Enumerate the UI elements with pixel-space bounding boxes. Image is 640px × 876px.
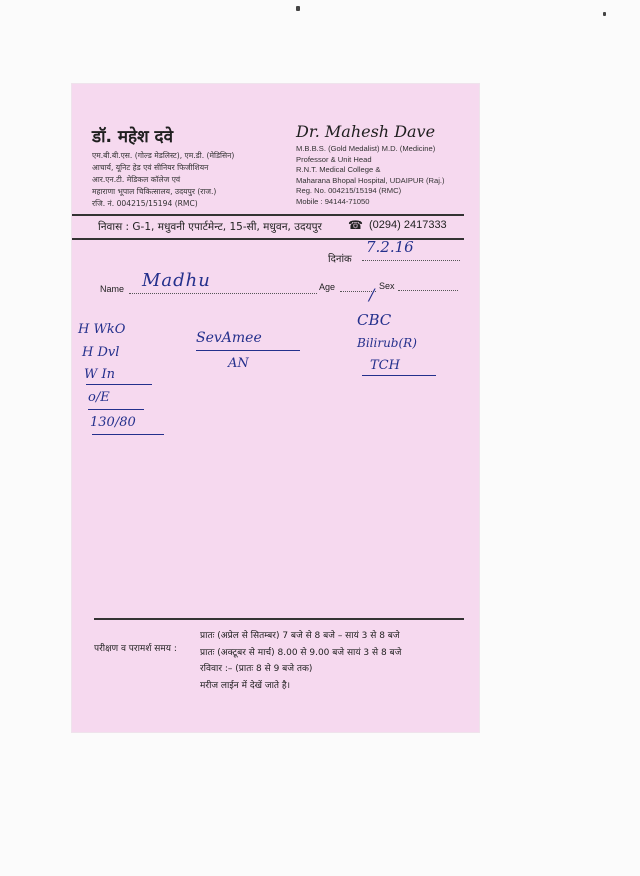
footer-rule	[94, 618, 464, 620]
consultation-time-label: परीक्षण व परामर्श समय :	[94, 644, 177, 654]
qualification-line: आचार्य, यूनिट हेड एवं सीनियर फिजीशियन	[92, 163, 209, 172]
date-field	[362, 260, 460, 261]
qualifications-english	[296, 144, 445, 208]
sex-field	[398, 290, 458, 291]
handwritten-date: 7.2.16	[366, 238, 414, 256]
qualification-line: महाराणा भूपाल चिकित्सालय, उदयपुर (राज.)	[92, 187, 217, 196]
qualification-line: एम.बी.बी.एस. (गोल्ड मेडलिस्ट), एम.डी. (मेडिसिन)	[92, 151, 235, 160]
handwritten-underline	[196, 350, 300, 351]
age-label: Age	[319, 282, 336, 292]
queue-note: मरीज लाईन में देखें जाते है।	[200, 681, 291, 691]
consultation-time-line: प्रातः (अक्टूबर से मार्च) 8.00 से 9.00 बजे सायं 3 से 8 बजे	[200, 648, 402, 658]
handwritten-note: AN	[228, 356, 249, 371]
handwritten-underline	[86, 384, 152, 385]
handwritten-note: H WkO	[78, 322, 126, 337]
qualification-line: R.N.T. Medical College &	[296, 165, 381, 175]
qualification-line: आर.एन.टी. मेडिकल कॉलेज एवं	[92, 175, 181, 184]
qualifications-hindi	[92, 150, 234, 210]
name-label: Name	[100, 284, 125, 294]
date-label: दिनांक	[328, 254, 352, 265]
qualification-line: Professor & Unit Head	[296, 154, 372, 164]
sex-label: Sex	[379, 281, 395, 291]
handwritten-age-mark: /	[369, 285, 375, 304]
prescription-sheet	[72, 84, 479, 732]
doctor-name-english: Dr. Mahesh Dave	[296, 122, 436, 141]
qualification-line: Reg. No. 004215/15194 (RMC)	[296, 186, 402, 196]
scan-speck	[296, 6, 300, 11]
consultation-time-line: प्रातः (अप्रेल से सितम्बर) 7 बजे से 8 बजे – सायं 3 से 8 बजे	[200, 631, 400, 641]
phone-number: (0294) 2417333	[369, 219, 447, 231]
handwritten-underline	[92, 434, 164, 435]
handwritten-bp: 130/80	[90, 415, 136, 430]
qualification-line: Maharana Bhopal Hospital, UDAIPUR (Raj.)	[296, 175, 445, 185]
sunday-time-line: रविवार :– (प्रातः 8 से 9 बजे तक)	[200, 664, 313, 674]
handwritten-patient-name: Madhu	[142, 270, 211, 291]
handwritten-note: o/E	[88, 390, 110, 405]
residence-address: निवास : G-1, मधुवनी एपार्टमेन्ट, 15-सी, मधुवन, उदयपुर	[98, 221, 322, 233]
address-top-rule	[72, 214, 464, 216]
doctor-name-hindi: डॉ. महेश दवे	[92, 127, 174, 147]
mobile-number: Mobile : 94144-71050	[296, 196, 370, 206]
handwritten-note: SevAmee	[196, 330, 262, 346]
handwritten-underline	[88, 409, 144, 410]
handwritten-note: CBC	[357, 311, 392, 329]
handwritten-note: TCH	[370, 358, 400, 373]
qualification-line: M.B.B.S. (Gold Medalist) M.D. (Medicine)	[296, 144, 436, 153]
handwritten-note: H Dvl	[82, 345, 120, 360]
handwritten-note: W In	[84, 367, 116, 382]
qualification-line: रजि. नं. 004215/15194 (RMC)	[92, 199, 198, 208]
name-field	[129, 293, 317, 294]
phone-icon: ☎	[348, 218, 363, 232]
handwritten-underline	[362, 375, 436, 376]
handwritten-note: Bilirub(R)	[357, 336, 417, 350]
scan-speck	[603, 12, 606, 16]
